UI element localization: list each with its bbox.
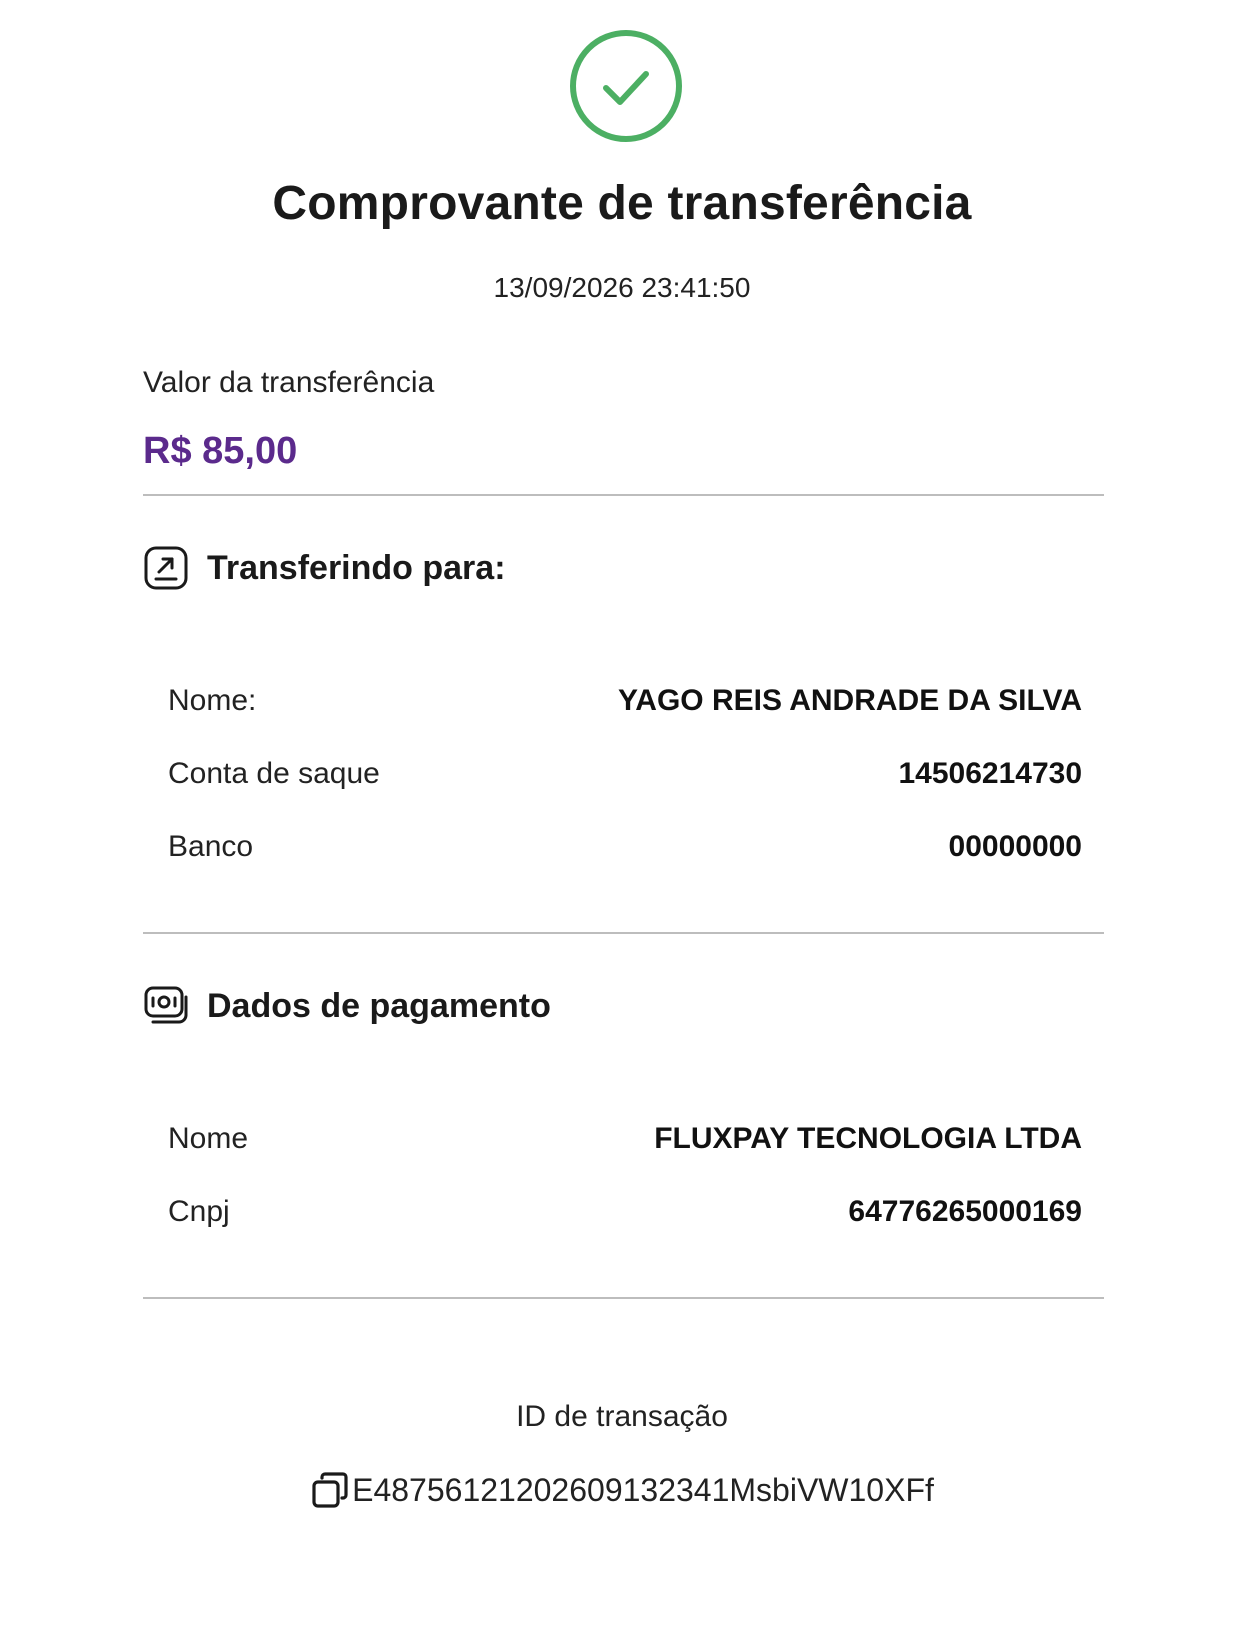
row-value: 00000000 <box>948 830 1082 863</box>
row-value: 64776265000169 <box>848 1195 1082 1228</box>
transaction-id-label: ID de transação <box>516 1400 728 1433</box>
amount-label: Valor da transferência <box>143 366 435 399</box>
row-key: Cnpj <box>168 1195 230 1228</box>
transfer-datetime: 13/09/2026 23:41:50 <box>493 272 751 303</box>
payer-row-cnpj <box>168 1195 1082 1229</box>
row-key: Banco <box>168 830 254 863</box>
divider <box>143 932 1104 934</box>
row-value: YAGO REIS ANDRADE DA SILVA <box>618 684 1082 717</box>
row-key: Conta de saque <box>168 757 380 790</box>
transaction-id-value: E48756121202609132341MsbiVW10XFf <box>352 1471 934 1508</box>
divider <box>143 1297 1104 1299</box>
row-key: Nome: <box>168 684 257 717</box>
row-key: Nome <box>168 1122 249 1155</box>
payer-heading: Dados de pagamento <box>207 986 551 1025</box>
recipient-section-header <box>143 544 506 592</box>
money-icon <box>143 983 189 1029</box>
row-value: FLUXPAY TECNOLOGIA LTDA <box>654 1122 1082 1155</box>
copy-icon[interactable] <box>310 1470 350 1510</box>
payer-section-header <box>143 982 551 1030</box>
recipient-row-bank <box>168 830 1082 864</box>
payer-row-name <box>168 1122 1082 1156</box>
divider <box>143 494 1104 496</box>
transaction-id[interactable] <box>0 1470 1244 1510</box>
transfer-out-icon <box>143 545 189 591</box>
check-circle-icon <box>568 28 684 144</box>
row-value: 14506214730 <box>898 757 1082 790</box>
amount-value: R$ 85,00 <box>143 430 298 472</box>
page-title: Comprovante de transferência <box>272 177 972 230</box>
recipient-heading: Transferindo para: <box>207 548 506 587</box>
recipient-row-account <box>168 757 1082 791</box>
recipient-row-name <box>168 684 1082 718</box>
